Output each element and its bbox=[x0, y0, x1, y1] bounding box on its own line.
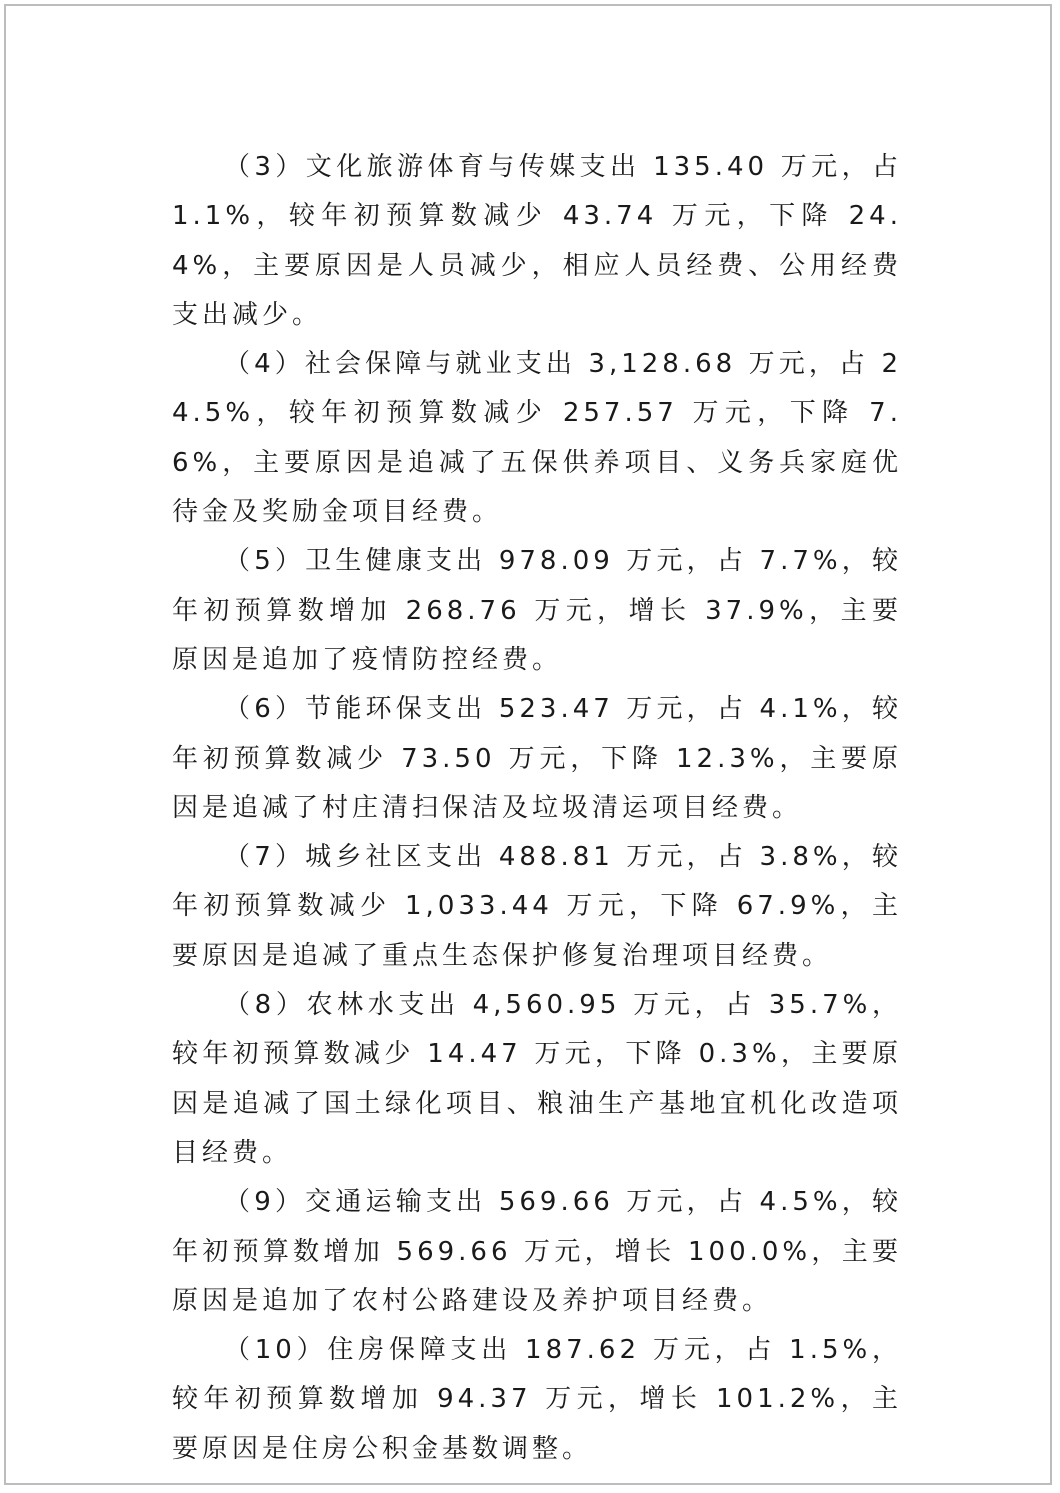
paragraph-culture-tourism-sports-media: （3）文化旅游体育与传媒支出 135.40 万元，占 1.1%，较年初预算数减少 43.74 万元，下降 24.4%，主要原因是人员减少，相应人员经费、公用经费支出减少。 bbox=[172, 152, 902, 330]
paragraph-urban-rural-community: （7）城乡社区支出 488.81 万元，占 3.8%，较年初预算数减少 1,033.44 万元，下降 67.9%，主要原因是追减了重点生态保护修复治理项目经费。 bbox=[172, 842, 902, 971]
paragraph-agriculture-forestry-water: （8）农林水支出 4,560.95 万元，占 35.7%，较年初预算数减少 14.47 万元，下降 0.3%，主要原因是追减了国土绿化项目、粮油生产基地宜机化改造项目经费。 bbox=[172, 990, 902, 1168]
paragraph-transportation: （9）交通运输支出 569.66 万元，占 4.5%，较年初预算数增加 569.66 万元，增长 100.0%，主要原因是追加了农村公路建设及养护项目经费。 bbox=[172, 1187, 902, 1316]
paragraph-energy-environment: （6）节能环保支出 523.47 万元，占 4.1%，较年初预算数减少 73.50 万元，下降 12.3%，主要原因是追减了村庄清扫保洁及垃圾清运项目经费。 bbox=[172, 694, 902, 823]
document-page bbox=[4, 4, 1052, 1485]
document-body bbox=[172, 143, 902, 1474]
paragraph-housing-security: （10）住房保障支出 187.62 万元，占 1.5%，较年初预算数增加 94.37 万元，增长 101.2%，主要原因是住房公积金基数调整。 bbox=[172, 1335, 902, 1464]
paragraph-social-security-employment: （4）社会保障与就业支出 3,128.68 万元，占 24.5%，较年初预算数减少 257.57 万元，下降 7.6%，主要原因是追减了五保供养项目、义务兵家庭优待金及奖励金项目经费。 bbox=[172, 349, 902, 528]
paragraph-health: （5）卫生健康支出 978.09 万元，占 7.7%，较年初预算数增加 268.76 万元，增长 37.9%，主要原因是追加了疫情防控经费。 bbox=[172, 546, 902, 675]
